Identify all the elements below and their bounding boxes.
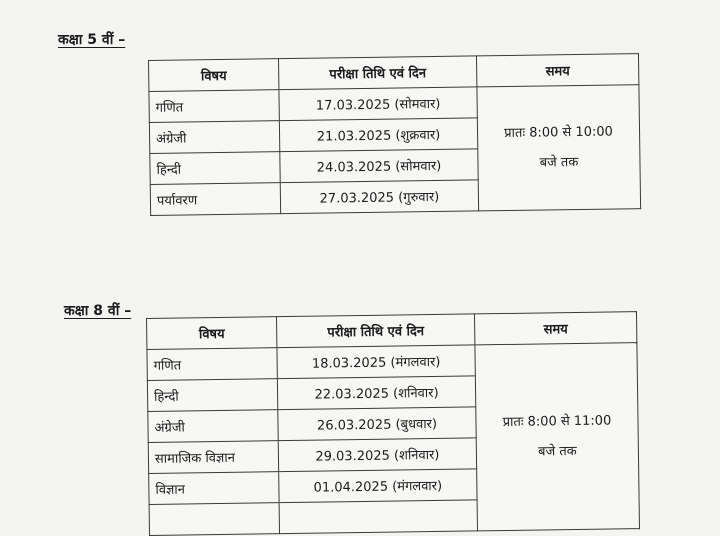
date-cell xyxy=(279,500,477,534)
time-header: समय xyxy=(474,312,636,345)
table-row xyxy=(147,343,637,381)
subject-cell: पर्यावरण xyxy=(150,183,280,216)
date-header: परीक्षा तिथि एवं दिन xyxy=(278,56,476,90)
time-range: प्रातः 8:00 से 10:00 xyxy=(504,124,613,141)
date-cell: 27.03.2025 (गुरुवार) xyxy=(280,180,478,214)
class-8-heading: कक्षा 8 वीं – xyxy=(64,303,132,319)
class-5-heading: कक्षा 5 वीं – xyxy=(58,32,126,48)
class-8-exam-table xyxy=(146,311,640,536)
subject-cell: सामाजिक विज्ञान xyxy=(148,441,278,474)
subject-header: विषय xyxy=(149,59,279,92)
time-suffix: बजे तक xyxy=(537,443,577,460)
time-cell xyxy=(475,343,640,531)
table-row xyxy=(149,85,639,123)
subject-cell: गणित xyxy=(149,90,279,123)
date-cell: 29.03.2025 (शनिवार) xyxy=(278,438,476,472)
time-cell xyxy=(477,85,641,211)
date-cell: 22.03.2025 (शनिवार) xyxy=(277,376,475,410)
date-cell: 18.03.2025 (मंगलवार) xyxy=(277,345,475,379)
subject-cell: अंग्रेजी xyxy=(148,410,278,443)
time-range: प्रातः 8:00 से 11:00 xyxy=(502,413,612,430)
time-header: समय xyxy=(476,54,638,87)
subject-cell xyxy=(149,503,279,536)
subject-cell: गणित xyxy=(147,348,277,381)
subject-cell: हिन्दी xyxy=(150,152,280,185)
time-suffix: बजे तक xyxy=(539,154,579,171)
date-cell: 01.04.2025 (मंगलवार) xyxy=(279,469,477,503)
date-header: परीक्षा तिथि एवं दिन xyxy=(276,314,474,348)
subject-cell: विज्ञान xyxy=(149,472,279,505)
date-cell: 17.03.2025 (सोमवार) xyxy=(279,87,477,121)
date-cell: 24.03.2025 (सोमवार) xyxy=(280,149,478,183)
subject-header: विषय xyxy=(147,317,277,350)
subject-cell: हिन्दी xyxy=(147,379,277,412)
date-cell: 21.03.2025 (शुक्रवार) xyxy=(279,118,477,152)
class-5-exam-table xyxy=(148,53,641,216)
subject-cell: अंग्रेजी xyxy=(149,121,279,154)
date-cell: 26.03.2025 (बुधवार) xyxy=(278,407,476,441)
